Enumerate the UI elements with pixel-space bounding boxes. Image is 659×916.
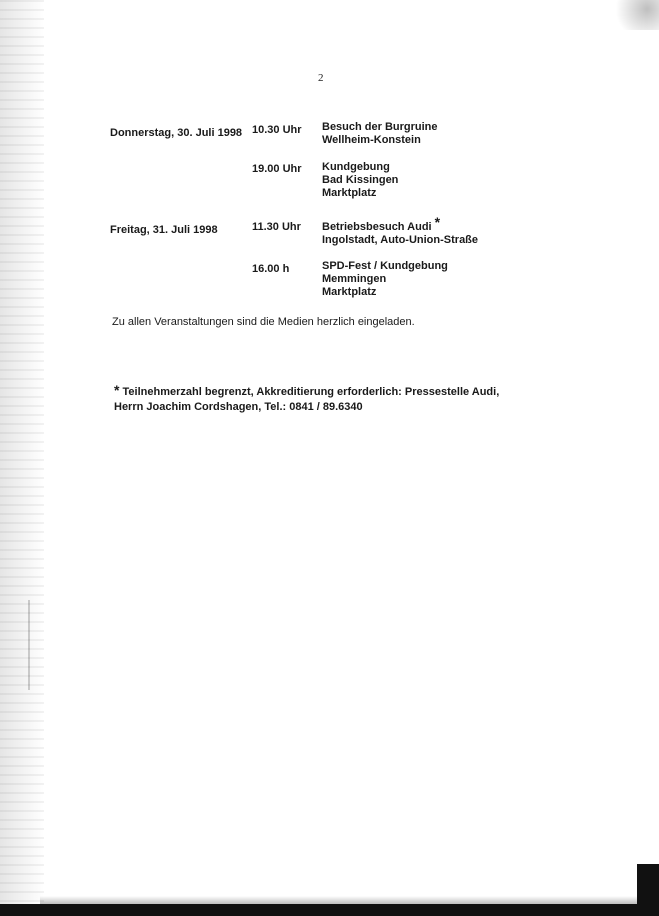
event-line: SPD-Fest / Kundgebung xyxy=(322,260,448,272)
event-time: 19.00 Uhr xyxy=(252,163,302,175)
event-time: 10.30 Uhr xyxy=(252,124,302,136)
media-invitation-note: Zu allen Veranstaltungen sind die Medien herzlich eingeladen. xyxy=(112,316,415,328)
footnote-line: Herrn Joachim Cordshagen, Tel.: 0841 / 89.6340 xyxy=(114,401,363,413)
scan-edge-corner xyxy=(637,864,659,904)
event-line: Marktplatz xyxy=(322,286,377,298)
footnote-marker: * xyxy=(114,382,120,398)
event-date: Freitag, 31. Juli 1998 xyxy=(110,224,218,236)
asterisk-marker: * xyxy=(434,214,441,230)
event-time: 16.00 h xyxy=(252,263,290,275)
event-line: Marktplatz xyxy=(322,187,377,199)
event-line: Besuch der Burgruine xyxy=(322,121,438,133)
footnote-line xyxy=(114,383,499,400)
scan-artifact xyxy=(28,600,30,690)
footnote xyxy=(114,383,499,415)
scan-edge-bottom xyxy=(0,904,659,916)
event-description xyxy=(322,161,398,200)
scan-edge-shadow xyxy=(40,896,640,904)
event-description xyxy=(322,121,438,147)
event-description xyxy=(322,214,479,247)
footnote-text: Teilnehmerzahl begrenzt, Akkreditierung erforderlich: Pressestelle Audi, xyxy=(122,386,500,398)
event-line: Kundgebung xyxy=(322,161,390,173)
scan-edge-left xyxy=(0,0,44,916)
event-date: Donnerstag, 30. Juli 1998 xyxy=(110,127,243,139)
page-number: 2 xyxy=(318,72,324,84)
event-line: Bad Kissingen xyxy=(322,174,399,186)
scan-artifact-top-right xyxy=(599,0,659,30)
event-time: 11.30 Uhr xyxy=(252,221,301,233)
event-line: Ingolstadt, Auto-Union-Straße xyxy=(322,234,479,246)
event-description xyxy=(322,260,448,299)
event-line: Memmingen xyxy=(322,273,387,285)
event-line xyxy=(322,214,478,234)
event-line: Wellheim-Konstein xyxy=(322,134,421,146)
event-line-text: Betriebsbesuch Audi xyxy=(322,221,432,233)
